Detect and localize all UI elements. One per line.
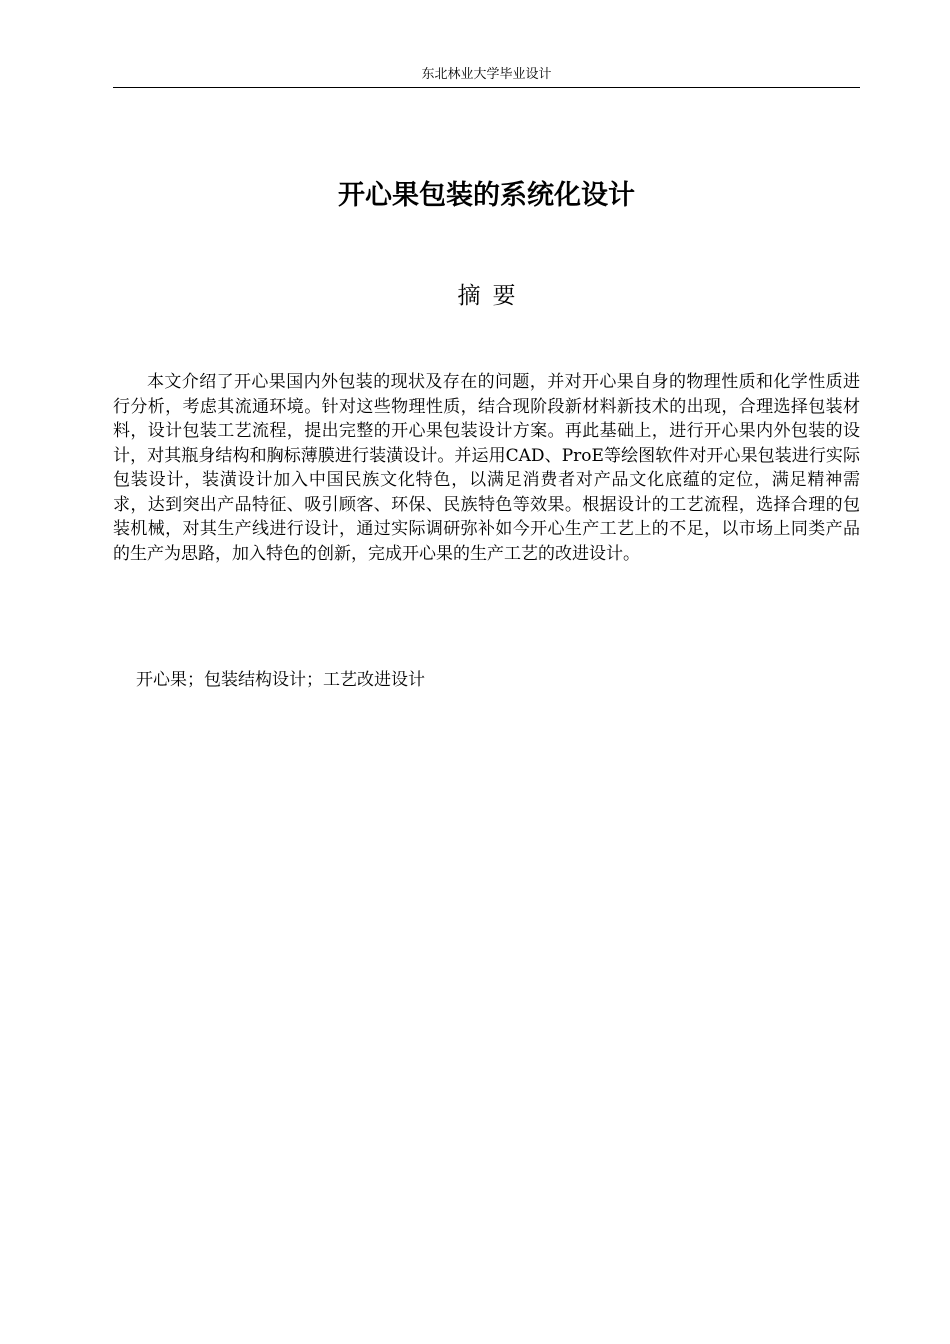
abstract-heading: 摘要 [457,283,528,309]
running-title: 东北林业大学毕业设计 [421,67,552,82]
abstract-paragraph: 本文介绍了开心果国内外包装的现状及存在的问题，并对开心果自身的物理性质和化学性质进行分析，考虑其流通环境。针对这些物理性质，结合现阶段新材料新技术的出现，合理选择包装材料，设计包装工艺流程，提出完整的开心果包装设计方案。再此基础上，进行开心果内外包装的设计，对其瓶身结构和胸标薄膜进行装潢设计。并运用CAD、ProE等绘图软件对开心果包装进行实际包装设计，装潢设计加入中国民族文化特色，以满足消费者对产品文化底蕴的定位，满足精神需求，达到突出产品特征、吸引顾客、环保、民族特色等效果。根据设计的工艺流程，选择合理的包装机械，对其生产线进行设计，通过实际调研弥补如今开心生产工艺上的不足，以市场上同类产品的生产为思路，加入特色的创新，完成开心果的生产工艺的改进设计。 [113,372,860,564]
page-header [113,66,860,88]
document-title: 开心果包装的系统化设计 [338,180,635,211]
keywords-line: 开心果；包装结构设计；工艺改进设计 [136,670,425,690]
